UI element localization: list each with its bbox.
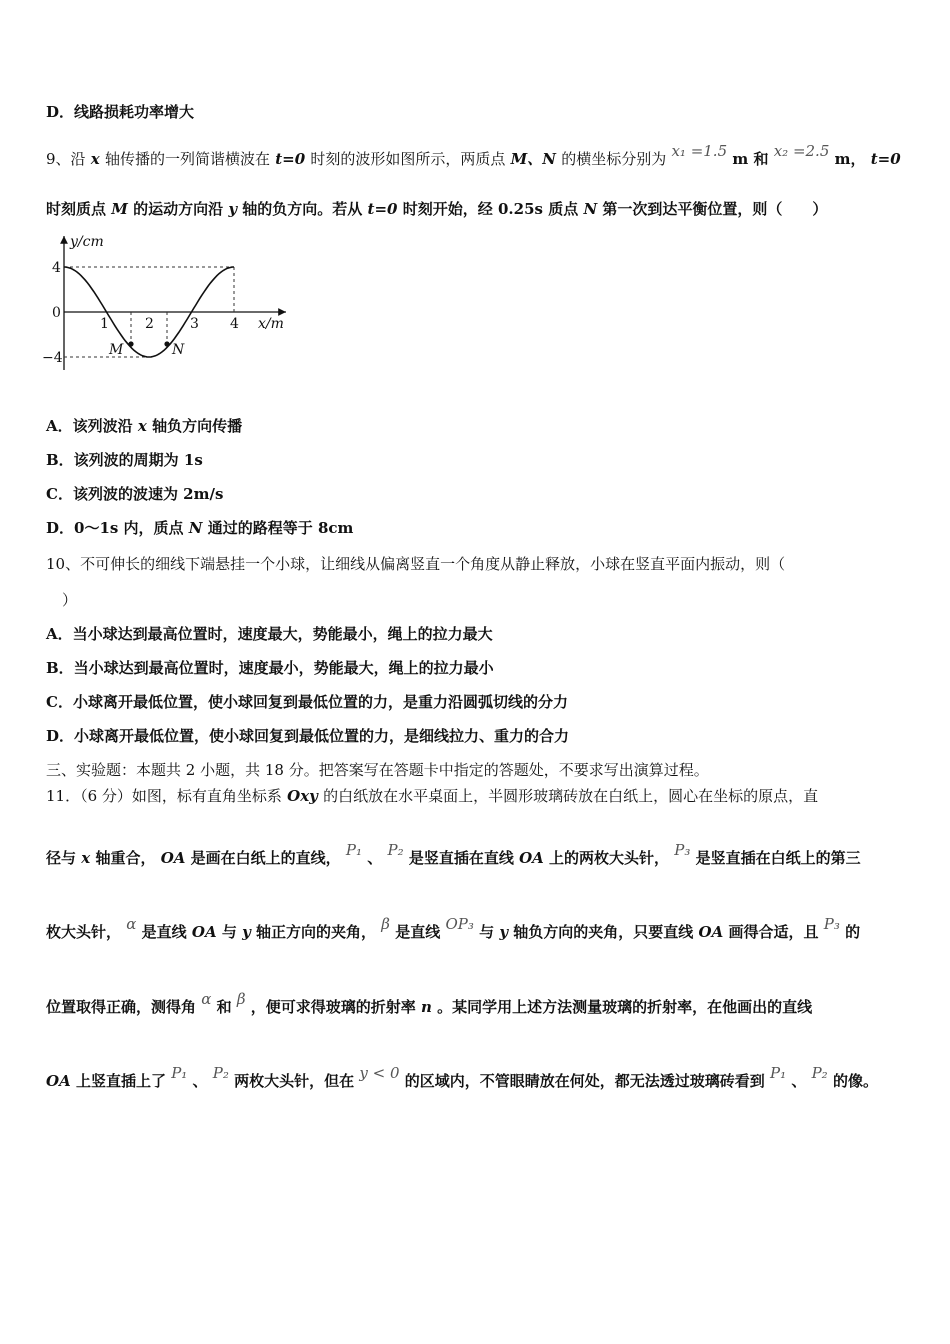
q10-option-c: C．小球离开最低位置，使小球回复到最低位置的力，是重力沿圆弧切线的分力 [46, 693, 568, 711]
q9-text: 第一次到达平衡位置，则（ ） [602, 200, 828, 218]
q11-var: OA [46, 1072, 71, 1090]
label-n: N [172, 342, 185, 358]
q11-var: y [499, 923, 509, 941]
q11-text: 的白纸放在水平桌面上，半圆形玻璃砖放在白纸上，圆心在坐标的原点，直 [323, 787, 819, 805]
x-axis-label: x/m [258, 316, 284, 332]
q11-alpha: α [126, 915, 137, 933]
q9-text: 时刻开始，经 [402, 200, 493, 218]
q11-var: n [421, 998, 432, 1016]
q9-x2: x₂ =2.5 [773, 142, 830, 160]
q11-line2 [46, 841, 910, 868]
q11-text: 上竖直插上了 [75, 1072, 166, 1090]
q9-var: x [137, 417, 147, 435]
y-axis-label: y/cm [70, 234, 104, 250]
q11-p2: P₂ [811, 1064, 828, 1082]
q11-beta: β [381, 915, 390, 933]
q9-text: 9、沿 [46, 150, 86, 168]
q10-option-b: B．当小球达到最高位置时，速度最小，势能最大，绳上的拉力最小 [46, 659, 494, 677]
wave-graph [36, 230, 296, 375]
q11-alpha: α [201, 990, 212, 1008]
q11-p2: P₂ [387, 841, 404, 859]
q11-var: OA [698, 923, 724, 941]
q9-stem-line1 [46, 142, 910, 169]
q11-text: 轴负方向的夹角，只要直线 [513, 923, 694, 941]
q11-text: 的区域内，不管眼睛放在何处，都无法透过玻璃砖看到 [404, 1072, 765, 1090]
q9-text: m 和 [732, 150, 769, 168]
q11-line1 [46, 786, 910, 806]
q11-p1: P₁ [770, 1064, 787, 1082]
q11-p1: P₁ [171, 1064, 188, 1082]
q9-text: D．0～1s 内，质点 [46, 519, 184, 537]
q9-option-d [46, 518, 910, 538]
x-tick: 4 [230, 316, 239, 332]
point-n [164, 341, 169, 346]
q9-option-c: C．该列波的波速为 2m/s [46, 485, 224, 503]
q9-option-a [46, 416, 910, 436]
q9-text: 的横坐标分别为 [561, 150, 667, 168]
q11-p1: P₁ [345, 841, 362, 859]
q11-text: 上的两枚大头针， [549, 849, 670, 867]
q11-ylt0: y < 0 [359, 1064, 400, 1082]
q11-text: 的 [845, 923, 861, 941]
y-tick: 0 [52, 305, 61, 321]
q11-text: 径与 [46, 849, 77, 867]
q11-text: 和 [216, 998, 232, 1016]
q11-line4 [46, 990, 910, 1017]
q9-text: 轴传播的一列简谐横波在 [104, 150, 270, 168]
q9-var: N [188, 519, 203, 537]
q11-text: 位置取得正确，测得角 [46, 998, 197, 1016]
q11-text: 轴重合， [95, 849, 156, 867]
x-tick: 1 [100, 316, 109, 332]
point-m [128, 341, 133, 346]
q11-var: OA [519, 849, 544, 867]
q11-text: 枚大头针， [46, 923, 122, 941]
q9-text: 通过的路程等于 8cm [207, 519, 354, 537]
q9-var: t=0 [870, 150, 901, 168]
q9-var: M [111, 200, 128, 218]
q11-text: 的像。 [832, 1072, 878, 1090]
q11-text: ，便可求得玻璃的折射率 [250, 998, 416, 1016]
q11-op3: OP₃ [445, 915, 474, 933]
q9-var: y [228, 200, 238, 218]
q11-var: y [242, 923, 251, 941]
q11-text: 是直线 [141, 923, 187, 941]
q11-text: 是竖直插在白纸上的第三 [695, 849, 861, 867]
q9-text: 时刻的波形如图所示，两质点 [310, 150, 506, 168]
q11-var: OA [191, 923, 217, 941]
q11-text: 画得合适，且 [728, 923, 819, 941]
y-tick: −4 [42, 350, 63, 366]
q9-text: A．该列波沿 [46, 417, 133, 435]
q9-var: N [583, 200, 598, 218]
q11-beta: β [236, 990, 246, 1008]
q11-text: 。某同学用上述方法测量玻璃的折射率，在他画出的直线 [437, 998, 813, 1016]
q8-option-d: D．线路损耗功率增大 [46, 103, 195, 121]
q9-var: M、N [510, 150, 556, 168]
q11-line5 [46, 1064, 910, 1091]
q11-p3: P₃ [674, 841, 691, 859]
q11-text: 、 [192, 1072, 208, 1090]
q9-text: 时刻质点 [46, 200, 107, 218]
q10-stem-end: ） [62, 591, 78, 609]
label-m: M [109, 342, 124, 358]
q9-text: m， [834, 150, 866, 168]
q9-var: x [90, 150, 100, 168]
q11-var: x [81, 849, 91, 867]
q11-text: 与 [221, 923, 237, 941]
q9-stem-line2 [46, 199, 910, 219]
q11-text: 、 [791, 1072, 807, 1090]
q9-text: 质点 [548, 200, 579, 218]
q11-line3 [46, 915, 910, 942]
q9-text: 轴的负方向。若从 [242, 200, 363, 218]
q11-text: 是直线 [395, 923, 441, 941]
q11-text: 是画在白纸上的直线， [190, 849, 341, 867]
q11-text: 两枚大头针，但在 [234, 1072, 355, 1090]
q11-p2: P₂ [212, 1064, 229, 1082]
q9-var: t=0 [275, 150, 306, 168]
q11-var: Oxy [287, 787, 318, 805]
q9-text: 0.25s [497, 200, 543, 218]
q11-text: 11．（6 分）如图，标有直角坐标系 [46, 787, 282, 805]
section-3-heading: 三、实验题：本题共 2 小题，共 18 分。把答案写在答题卡中指定的答题处，不要求写出演算过程。 [46, 761, 709, 779]
q11-var: OA [160, 849, 186, 867]
q11-text: 轴正方向的夹角， [256, 923, 377, 941]
q9-text: 轴负方向传播 [152, 417, 243, 435]
q11-text: 是竖直插在直线 [408, 849, 514, 867]
q11-text: 、 [367, 849, 383, 867]
q9-x1: x₁ =1.5 [671, 142, 728, 160]
q9-text: 的运动方向沿 [133, 200, 224, 218]
q10-stem: 10、不可伸长的细线下端悬挂一个小球，让细线从偏离竖直一个角度从静止释放，小球在竖直平面内振动，则（ [46, 555, 786, 573]
q9-var: t=0 [367, 200, 398, 218]
q10-option-a: A．当小球达到最高位置时，速度最大，势能最小，绳上的拉力最大 [46, 625, 493, 643]
q11-text: 与 [479, 923, 495, 941]
q9-option-b: B．该列波的周期为 1s [46, 451, 203, 469]
y-tick: 4 [52, 260, 61, 276]
x-tick: 2 [145, 316, 154, 332]
q10-option-d: D．小球离开最低位置，使小球回复到最低位置的力，是细线拉力、重力的合力 [46, 727, 570, 745]
q11-p3: P₃ [823, 915, 840, 933]
x-tick: 3 [190, 316, 199, 332]
